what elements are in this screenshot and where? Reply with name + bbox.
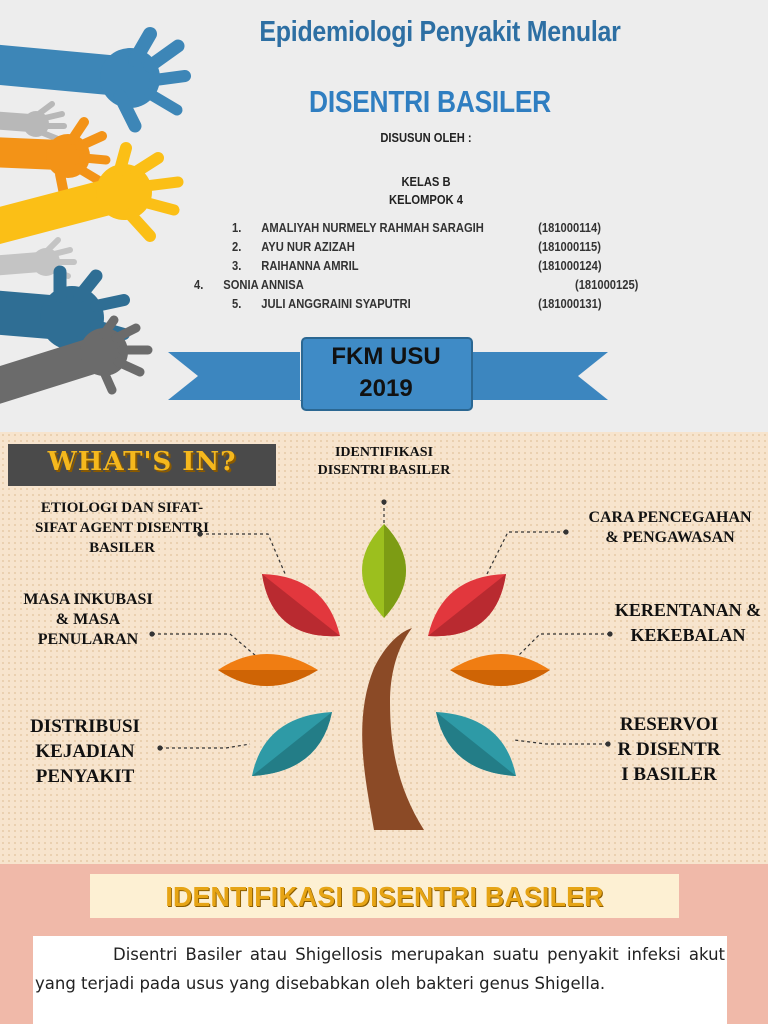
leaf-teal-left-icon <box>252 712 332 776</box>
class-label: KELAS B <box>401 174 451 189</box>
topic-reservoir: RESERVOIR DISENTRI BASILER <box>617 714 721 785</box>
topic-masa-inkubasi: MASA INKUBASI & MASA PENULARAN <box>23 591 153 648</box>
definition-box <box>33 936 727 1024</box>
topic-distribusi: DISTRIBUSI KEJADIAN PENYAKIT <box>30 716 140 787</box>
leaf-green-icon <box>362 524 406 618</box>
presentation-subtitle: DISENTRI BASILER <box>309 84 551 119</box>
definition-text: Disentri Basiler atau Shigellosis merupakan suatu penyakit infeksi akut yang terjadi pada usus yang disebabkan oleh bakteri genus Shigella. <box>35 945 725 993</box>
blue-hand-icon <box>0 34 185 126</box>
compiled-by-label: DISUSUN OLEH : <box>380 130 472 145</box>
member-row: 1. AMALIYAH NURMELY RAHMAH SARAGIH (181000114) <box>232 220 601 235</box>
topic-kerentanan: KERENTANAN & KEKEBALAN <box>614 600 762 645</box>
topic-identifikasi: IDENTIFIKASI DISENTRI BASILER <box>317 445 451 478</box>
topic-cara-pencegahan: CARA PENCEGAHAN & PENGAWASAN <box>588 509 752 546</box>
presentation-title: Epidemiologi Penyakit Menular <box>259 16 621 48</box>
ribbon-line-1: FKM USU <box>331 343 441 370</box>
identification-slide <box>0 864 768 1024</box>
tree-trunk <box>362 628 424 830</box>
leaf-red-left-icon <box>262 574 340 636</box>
ribbon-line-2: 2019 <box>359 375 413 402</box>
leaf-orange-left-icon <box>218 654 318 686</box>
section-title-banner <box>90 874 679 918</box>
member-row: 5. JULI ANGGRAINI SYAPUTRI (181000131) <box>232 296 602 311</box>
leaf-orange-right-icon <box>450 654 550 686</box>
member-row: 3. RAIHANNA AMRIL (181000124) <box>232 258 602 273</box>
whats-in-heading: WHAT'S IN? <box>47 447 237 477</box>
leaf-teal-right-icon <box>436 712 516 776</box>
section-title: IDENTIFIKASI DISENTRI BASILER <box>165 881 604 912</box>
contents-slide <box>0 432 768 864</box>
member-row: 2. AYU NUR AZIZAH (181000115) <box>232 239 601 254</box>
cover-slide <box>0 0 768 432</box>
leaf-red-right-icon <box>428 574 506 636</box>
member-row: 4. SONIA ANNISA (181000125) <box>194 277 639 292</box>
whats-in-banner <box>8 444 276 486</box>
group-label: KELOMPOK 4 <box>389 192 463 207</box>
grey-hand-icon <box>0 104 64 139</box>
topic-etiologi: ETIOLOGI DAN SIFAT-SIFAT AGENT DISENTRI BASILER <box>35 500 209 556</box>
